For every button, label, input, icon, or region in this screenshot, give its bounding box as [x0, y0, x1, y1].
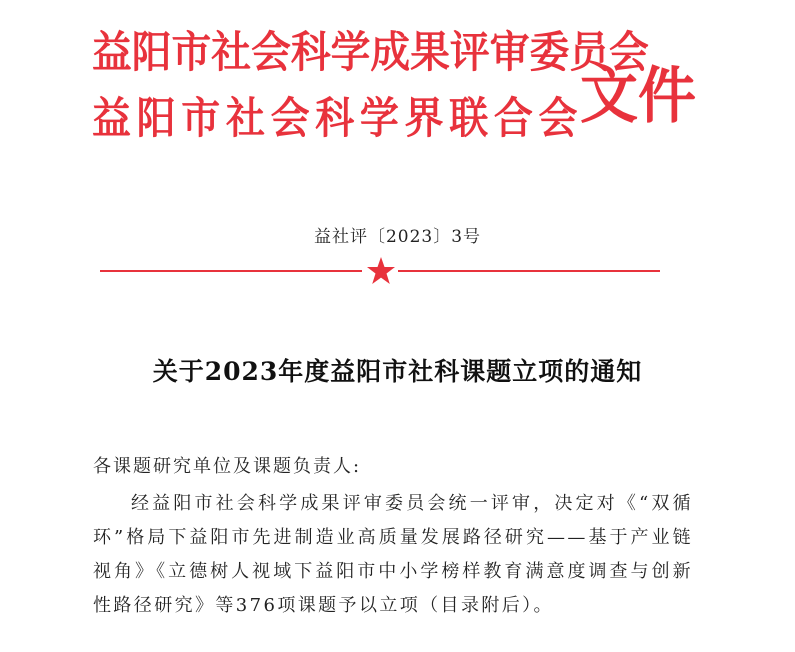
red-divider-right: [398, 270, 660, 272]
document-type-label: 文件: [580, 59, 697, 132]
red-divider-left: [100, 270, 362, 272]
salutation: 各课题研究单位及课题负责人:: [93, 456, 362, 477]
star-icon: [365, 255, 397, 287]
notice-title: 关于2023年度益阳市社科课题立项的通知: [152, 357, 643, 386]
issuing-org-2: 益阳市社会科学界联合会: [92, 93, 584, 144]
document-number: 益社评〔2023〕3号: [313, 227, 482, 247]
body-paragraph: 经益阳市社会科学成果评审委员会统一评审，决定对《“双循环”格局下益阳市先进制造业高质量发展路径研究——基于产业链视角》《立德树人视域下益阳市中小学榜样教育满意度调查与创新性路径研究》等376项课题予以立项（目录附后）。: [93, 493, 693, 616]
issuing-org-1: 益阳市社会科学成果评审委员会: [92, 27, 649, 78]
